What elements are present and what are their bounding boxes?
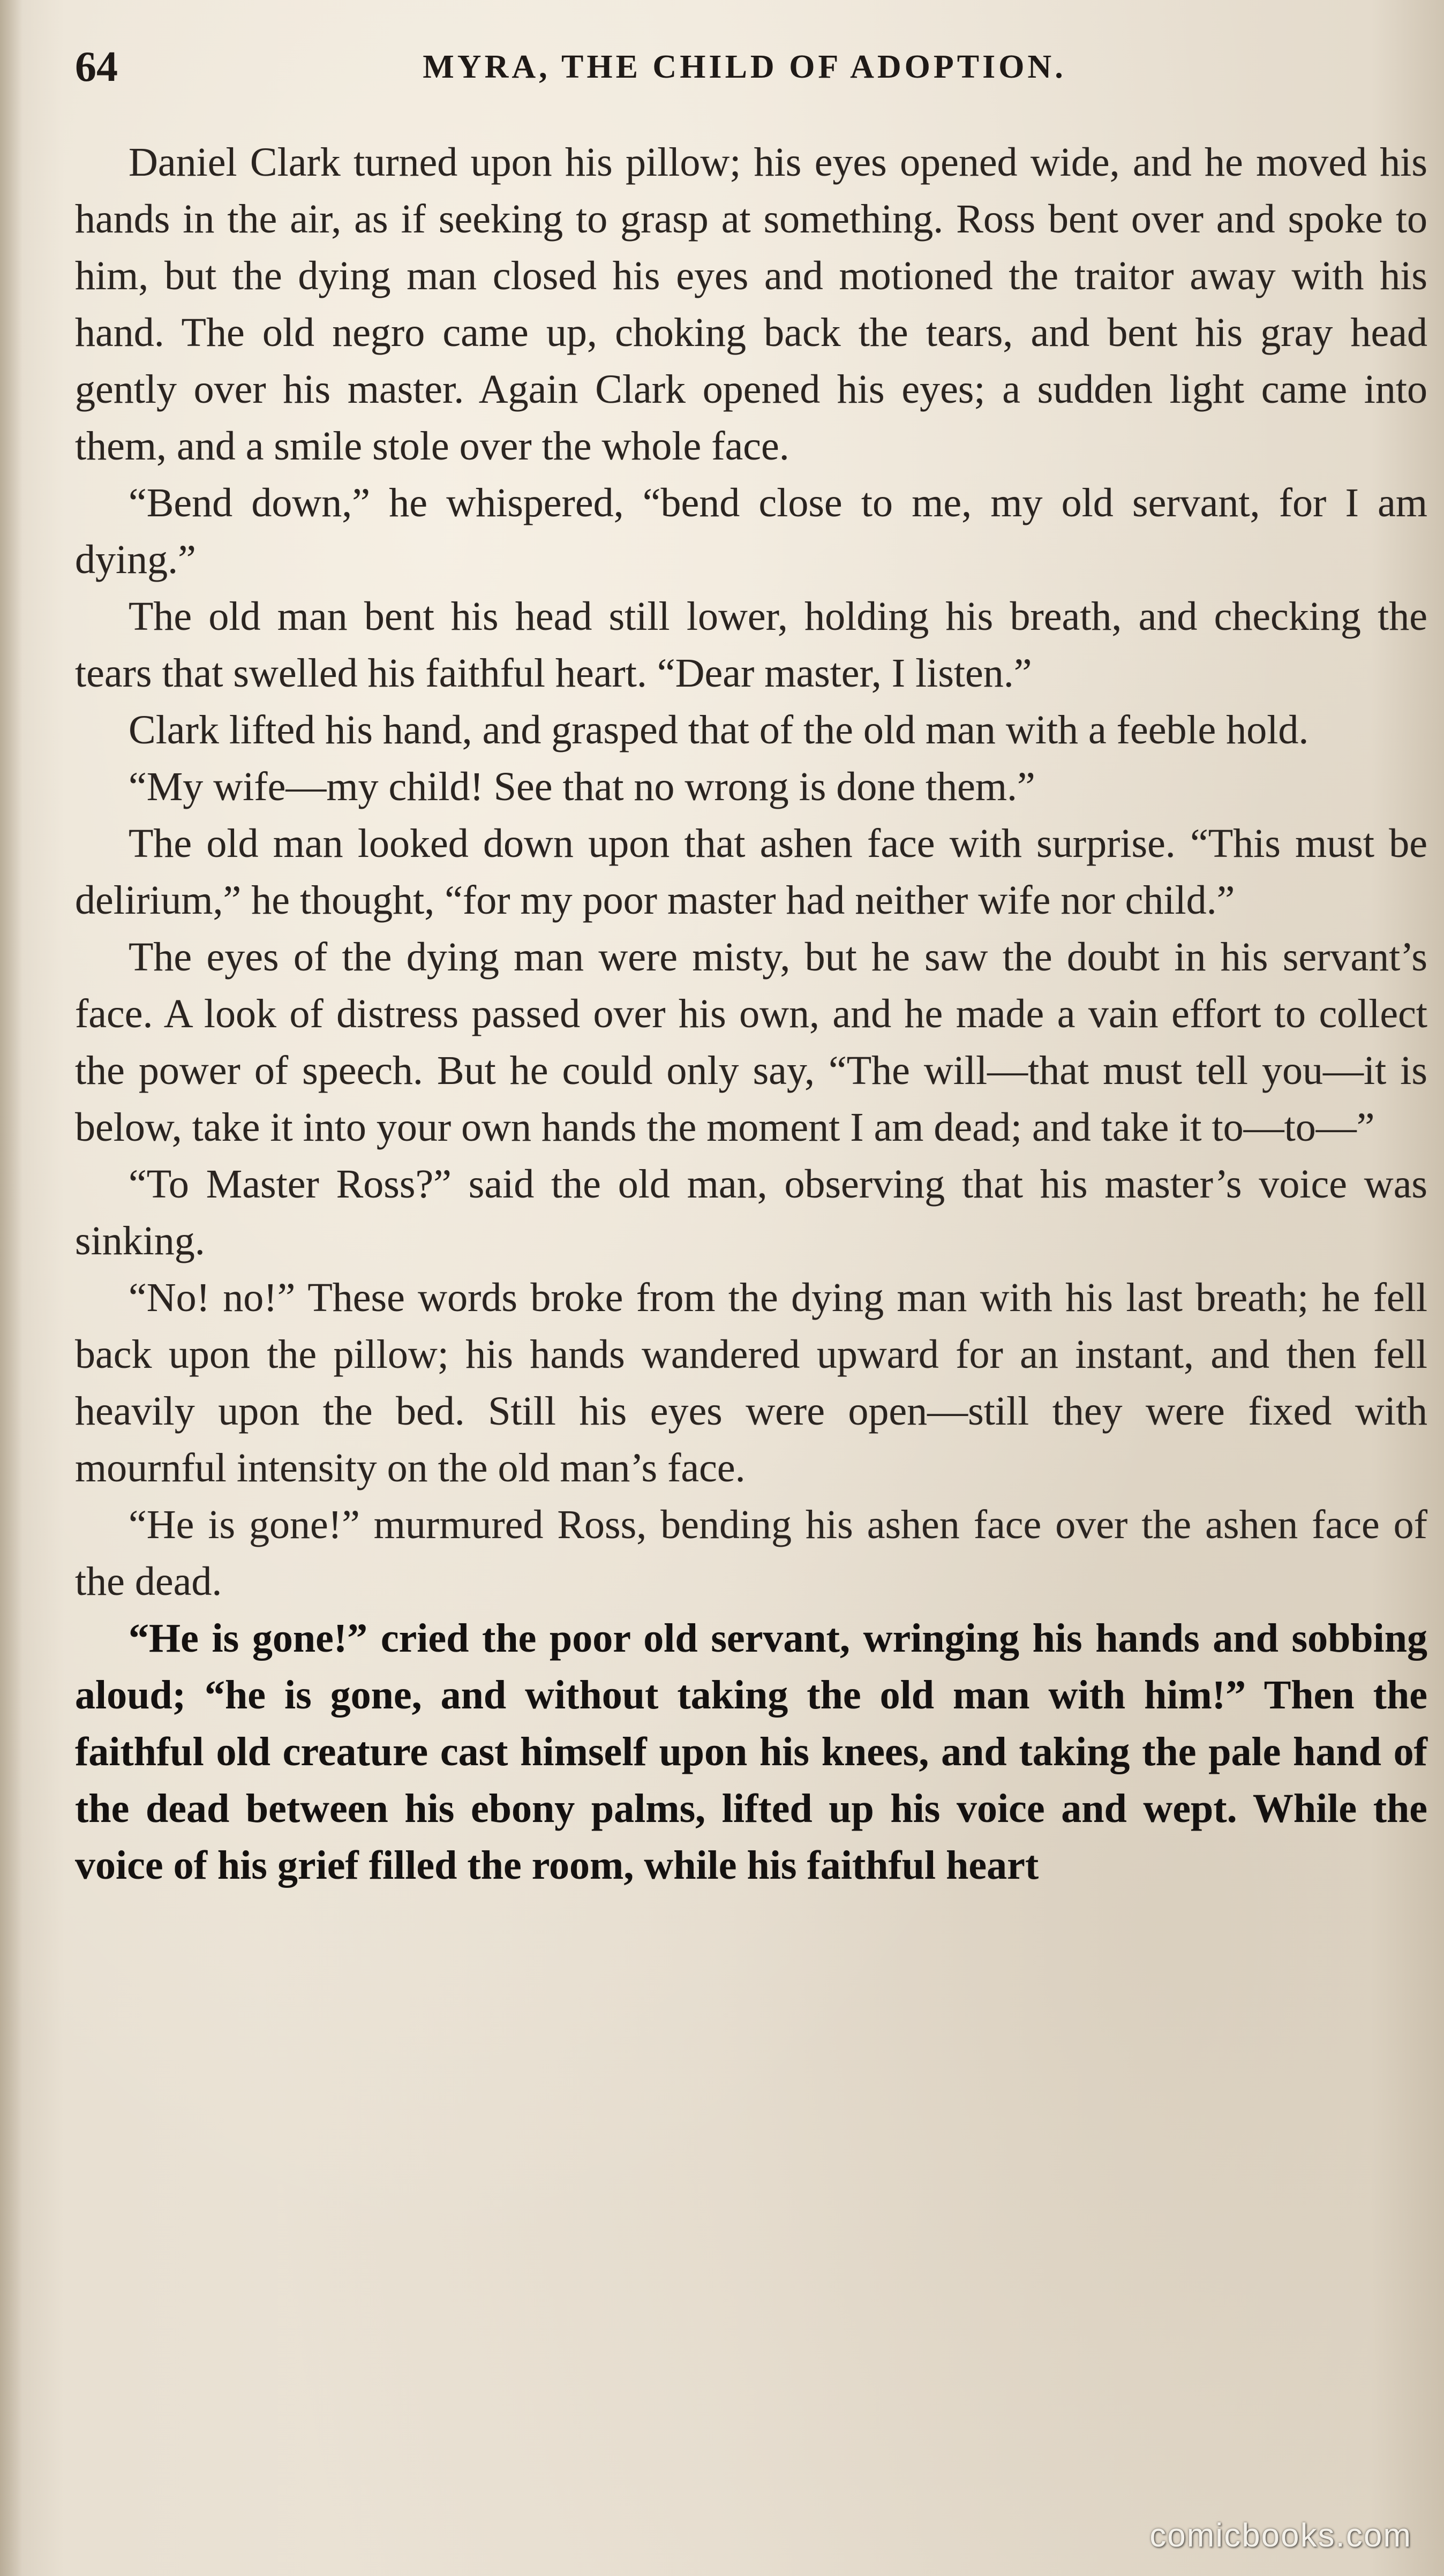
watermark: comicbooks.com xyxy=(1149,2517,1412,2554)
paragraph: Clark lifted his hand, and grasped that of the old man with a feeble hold. xyxy=(129,707,1309,752)
page-header xyxy=(75,37,1414,96)
paragraph: “Bend down,” he whispered, “bend close to me, my old servant, for I am dying.” xyxy=(75,480,1427,582)
page-number: 64 xyxy=(75,43,118,91)
page-gutter-shadow xyxy=(0,0,22,2576)
body-text xyxy=(75,134,1427,1894)
paragraph: “He is gone!” cried the poor old servant, wringing his hands and sobbing aloud; “he is gone, and without taking the old man with him!” Then the faithful old creature cast himself upon his knees, and taking the pale hand of the dead between his ebony palms, lifted up his voice and wept. While the voice of his grief filled the room, while his faithful heart xyxy=(75,1616,1427,1888)
paragraph: “My wife—my child! See that no wrong is done them.” xyxy=(129,764,1035,809)
paragraph: The old man looked down upon that ashen face with surprise. “This must be delirium,” he thought, “for my poor master had neither wife nor child.” xyxy=(75,821,1427,923)
paragraph: The eyes of the dying man were misty, but he saw the doubt in his servant’s face. A look of distress passed over his own, and he made a vain effort to collect the power of speech. But he could only say, “The will—that must tell you—it is below, take it into your own hands the moment I am dead; and take it to—to—” xyxy=(75,935,1427,1150)
running-title: MYRA, THE CHILD OF ADOPTION. xyxy=(423,49,1066,85)
paragraph: “He is gone!” murmured Ross, bending his ashen face over the ashen face of the dead. xyxy=(75,1502,1427,1604)
paragraph: Daniel Clark turned upon his pillow; his eyes opened wide, and he moved his hands in the air, as if seeking to grasp at something. Ross bent over and spoke to him, but the dying man closed his eyes and motioned the traitor away with his hand. The old negro came up, choking back the tears, and bent his gray head gently over his master. Again Clark opened his eyes; a sudden light came into them, and a smile stole over the whole face. xyxy=(75,140,1427,469)
paragraph: The old man bent his head still lower, holding his breath, and checking the tears that swelled his faithful heart. “Dear master, I listen.” xyxy=(75,594,1427,696)
paragraph: “To Master Ross?” said the old man, observing that his master’s voice was sinking. xyxy=(75,1162,1427,1263)
paragraph: “No! no!” These words broke from the dying man with his last breath; he fell back upon the pillow; his hands wandered upward for an instant, and then fell heavily upon the bed. Still his eyes were open—still they were fixed with mournful intensity on the old man’s face. xyxy=(75,1275,1427,1490)
